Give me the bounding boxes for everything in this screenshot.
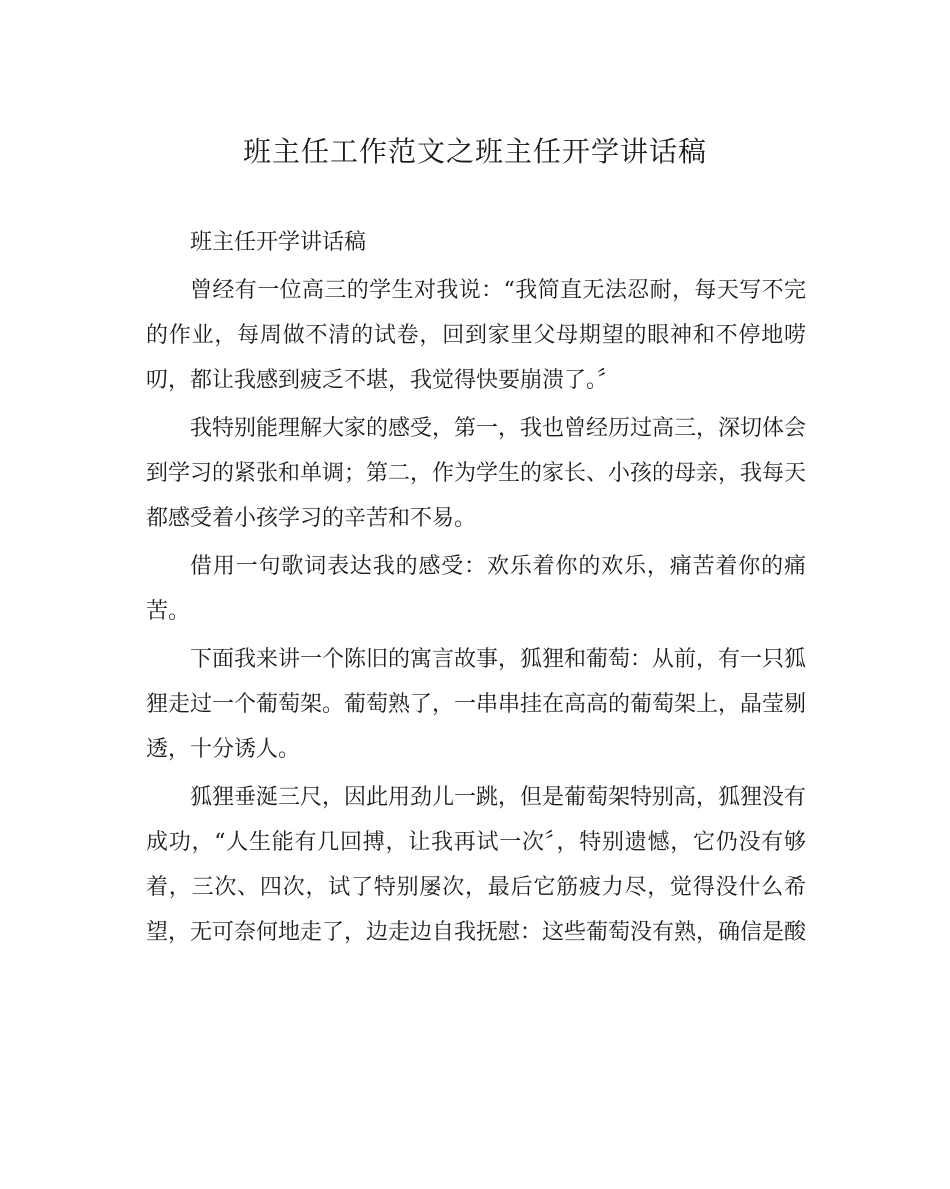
paragraph-understanding: 我特别能理解大家的感受，第一，我也曾经历过高三，深切体会到学习的紧张和单调；第二，作为学生的家长、小孩的母亲，我每天都感受着小孩学习的辛苦和不易。 xyxy=(146,416,807,531)
document-title: 班主任工作范文之班主任开学讲话稿 xyxy=(242,135,707,168)
paragraph-fable-story: 狐狸垂涎三尺，因此用劲儿一跳，但是葡萄架特别高，狐狸没有成功，“人生能有几回搏，让我再试一次〞，特别遗憾，它仍没有够着，三次、四次，试了特别屡次，最后它筋疲力尽，觉得没什么希望，无可奈何地走了，边走边自我抚慰：这些葡萄没有熟，确信是酸 xyxy=(146,785,807,945)
paragraph-student-quote: 曾经有一位高三的学生对我说：“我简直无法忍耐，每天写不完的作业，每周做不清的试卷，回到家里父母期望的眼神和不停地唠叨，都让我感到疲乏不堪，我觉得快要崩溃了。〞 xyxy=(146,278,806,393)
paragraph-fable-intro: 下面我来讲一个陈旧的寓言故事，狐狸和葡萄：从前，有一只狐狸走过一个葡萄架。葡萄熟了，一串串挂在高高的葡萄架上，晶莹剔透，十分诱人。 xyxy=(146,647,807,762)
document-body xyxy=(146,220,806,958)
paragraph-song-lyric: 借用一句歌词表达我的感受：欢乐着你的欢乐，痛苦着你的痛苦。 xyxy=(146,554,806,624)
paragraph-subtitle: 班主任开学讲话稿 xyxy=(190,230,367,255)
